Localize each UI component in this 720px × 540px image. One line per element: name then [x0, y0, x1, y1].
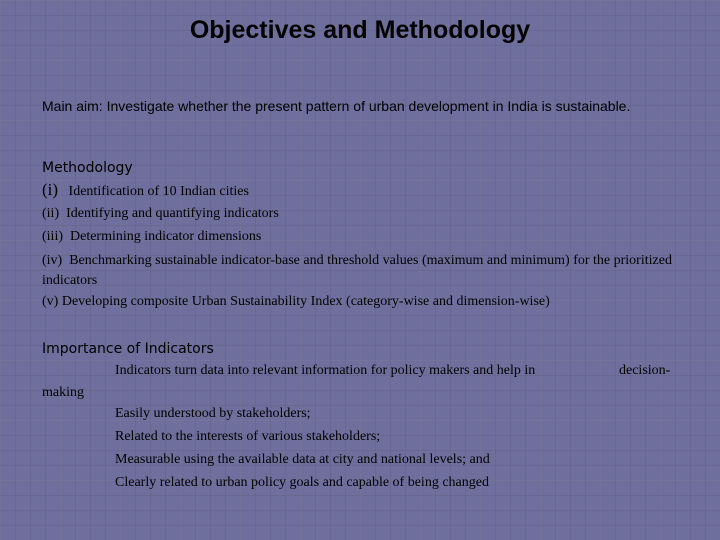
main-aim-label: Main aim: — [42, 98, 103, 114]
importance-point: Clearly related to urban policy goals and capable of being changed — [115, 475, 489, 490]
main-aim-paragraph — [42, 96, 692, 116]
methodology-item-number: (v) — [42, 294, 59, 309]
importance-point: Measurable using the available data at city and national levels; and — [115, 452, 490, 467]
methodology-item — [42, 180, 249, 200]
methodology-item-text: Developing composite Urban Sustainability Index (category-wise and dimension-wise) — [61, 294, 550, 309]
importance-intro-line: Indicators turn data into relevant information for policy makers and help in — [115, 363, 536, 378]
methodology-item — [42, 206, 279, 222]
methodology-item-text: Identifying and quantifying indicators — [66, 206, 279, 221]
methodology-item — [42, 294, 550, 310]
methodology-item — [42, 251, 682, 291]
importance-intro-continuation: making — [42, 385, 84, 400]
importance-heading: Importance of Indicators — [42, 341, 214, 357]
methodology-item-number: (iii) — [42, 229, 63, 244]
methodology-item-number: (ii) — [42, 206, 60, 221]
importance-point: Related to the interests of various stakeholders; — [115, 429, 381, 444]
importance-intro-word: decision- — [619, 363, 671, 378]
methodology-heading: Methodology — [42, 160, 133, 176]
slide-title: Objectives and Methodology — [189, 16, 531, 44]
main-aim-text: Investigate whether the present pattern of urban development in India is sustainable. — [102, 98, 631, 114]
methodology-item — [42, 229, 261, 245]
methodology-item-number: (iv) — [42, 253, 63, 268]
methodology-item-number: (i) — [42, 180, 59, 199]
importance-point: Easily understood by stakeholders; — [115, 406, 311, 421]
methodology-item-text: Determining indicator dimensions — [70, 229, 262, 244]
methodology-item-text: Identification of 10 Indian cities — [68, 184, 249, 199]
methodology-item-text: Benchmarking sustainable indicator-base and threshold values (maximum and minimum) for the prioritized indicators — [42, 253, 672, 288]
